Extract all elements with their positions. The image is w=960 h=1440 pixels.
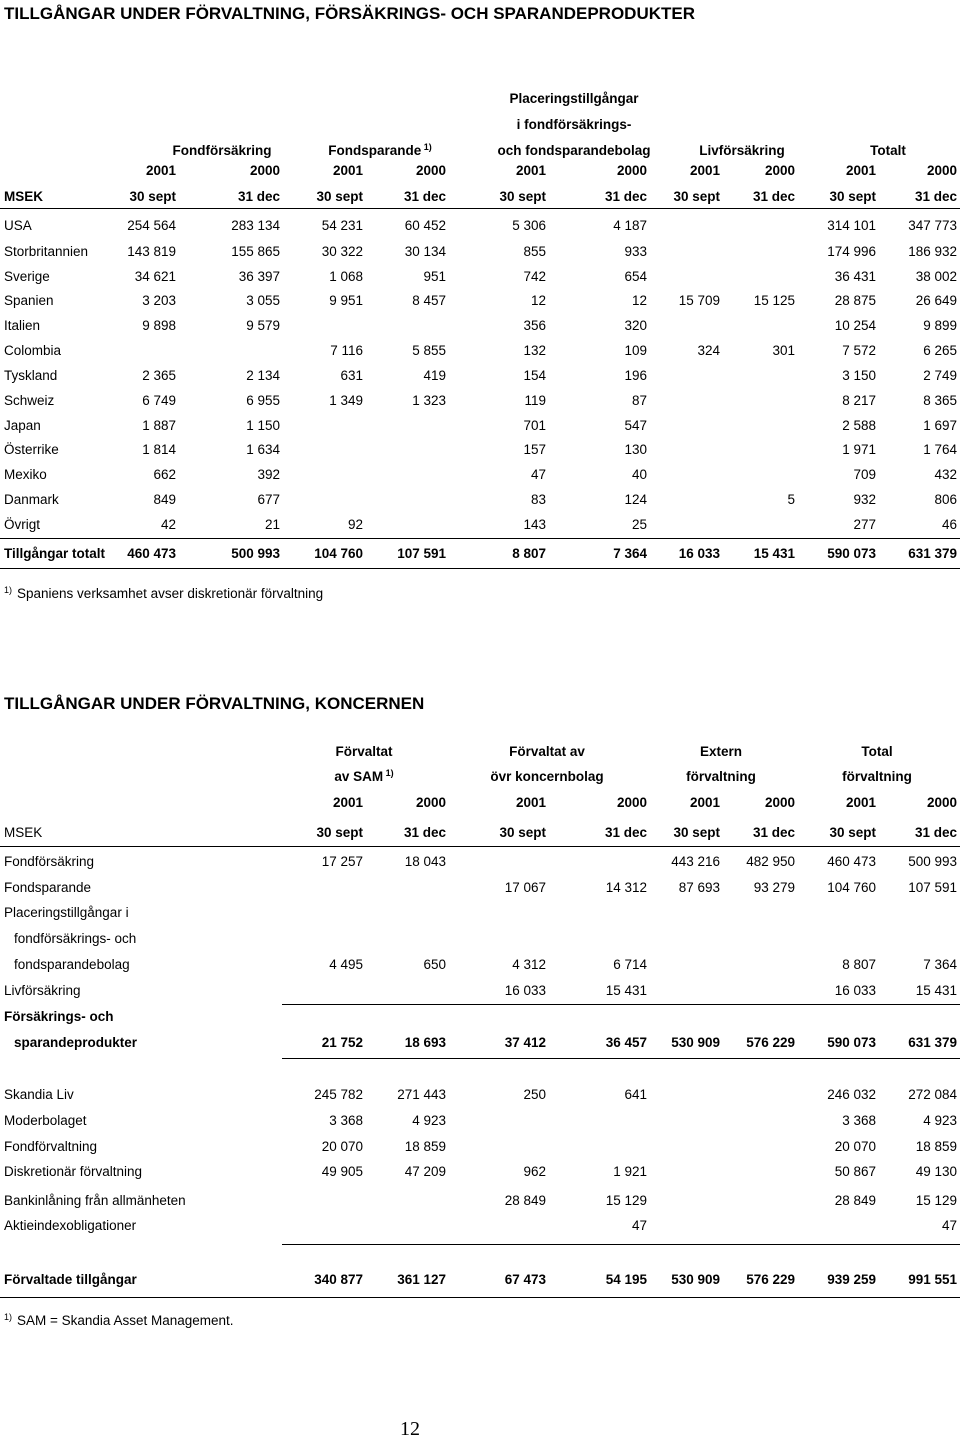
table1-row-label: Övrigt <box>4 517 41 532</box>
table2-cell: 15 431 <box>605 983 647 998</box>
table2-row-label: fondsparandebolag <box>14 957 130 972</box>
table1-year-header: 2000 <box>415 163 446 178</box>
table2-date-header: 31 dec <box>403 825 446 840</box>
table2-subtotal-cell: 37 412 <box>504 1035 546 1050</box>
table2-year-header: 2000 <box>926 795 957 810</box>
table2-cell: 641 <box>624 1087 647 1102</box>
table2-cell: 18 043 <box>404 854 446 869</box>
table2-row-label: Aktieindexobligationer <box>4 1218 137 1233</box>
table1-group-header: Fondsparande $^{1)}$ <box>328 142 432 158</box>
table1-date-header: 31 dec <box>914 189 957 204</box>
table1-year-header: 2000 <box>764 163 795 178</box>
table1-total-label: Tillgångar totalt <box>4 546 106 561</box>
table1-cell: 12 <box>530 293 546 308</box>
table2-group-header: förvaltning <box>686 769 756 784</box>
table1-cell: 9 898 <box>142 318 176 333</box>
table1-cell: 30 322 <box>321 244 363 259</box>
table2-group-header: Förvaltat <box>335 744 393 759</box>
table2-subtotal-cell: 21 752 <box>321 1035 363 1050</box>
table1-row-label: Storbritannien <box>4 244 89 259</box>
table1-cell: 2 588 <box>842 418 876 433</box>
table1-date-header: 30 sept <box>673 189 720 204</box>
table2-cell: 49 905 <box>321 1164 363 1179</box>
table2-cell: 16 033 <box>504 983 546 998</box>
table1-cell: 196 <box>624 368 647 383</box>
table1-cell: 5 855 <box>412 343 446 358</box>
table2-cell: 460 473 <box>827 854 876 869</box>
table2-total-cell: 576 229 <box>746 1272 795 1287</box>
table1-cell: 677 <box>257 492 280 507</box>
table1-cell: 742 <box>523 269 546 284</box>
table1-cell: 28 875 <box>834 293 876 308</box>
footnote-text: Spaniens verksamhet avser diskretionär förvaltning <box>17 586 324 601</box>
table1-cell: 701 <box>523 418 546 433</box>
table2-cell: 962 <box>523 1164 546 1179</box>
table1-date-header: 31 dec <box>403 189 446 204</box>
table2-cell: 47 209 <box>404 1164 446 1179</box>
table1-cell: 9 899 <box>923 318 957 333</box>
table2-cell: 20 070 <box>321 1139 363 1154</box>
table2-cell: 49 130 <box>915 1164 957 1179</box>
table1-year-header: 2001 <box>515 163 546 178</box>
table1-cell: 155 865 <box>231 244 280 259</box>
table2-cell: 17 257 <box>321 854 363 869</box>
table1-cell: 301 <box>772 343 795 358</box>
table1-cell: 26 649 <box>915 293 957 308</box>
table1-cell: 1 150 <box>246 418 280 433</box>
table2-group-header: förvaltning <box>842 769 912 784</box>
table1-row-label: Japan <box>4 418 41 433</box>
table1-cell: 1 764 <box>923 442 957 457</box>
table1-row-label: Danmark <box>4 492 59 507</box>
table1-cell: 933 <box>624 244 647 259</box>
table2-row-label: Fondförvaltning <box>4 1139 98 1154</box>
table2-year-header: 2000 <box>764 795 795 810</box>
table2-subtotal-rule <box>282 1004 960 1005</box>
table1-cell: 21 <box>264 517 280 532</box>
table1-cell: 154 <box>523 368 546 383</box>
table1-cell: 951 <box>423 269 446 284</box>
table1-cell: 174 996 <box>827 244 876 259</box>
table1-cell: 109 <box>624 343 647 358</box>
table2-cell: 8 807 <box>842 957 876 972</box>
table2-cell: 28 849 <box>504 1193 546 1208</box>
table2-cell: 104 760 <box>827 880 876 895</box>
table2-subtotal-cell: 530 909 <box>671 1035 720 1050</box>
table1-cell: 709 <box>853 467 876 482</box>
table1-cell: 5 306 <box>512 218 546 233</box>
table2-bottom-rule <box>0 1297 960 1298</box>
table1-cell: 277 <box>853 517 876 532</box>
table1-cell: 4 187 <box>613 218 647 233</box>
table1-cell: 806 <box>934 492 957 507</box>
table1-cell: 1 697 <box>923 418 957 433</box>
table1-cell: 547 <box>624 418 647 433</box>
table1-cell: 124 <box>624 492 647 507</box>
table2-cell: 650 <box>423 957 446 972</box>
table1-total-cell: 631 379 <box>908 546 957 561</box>
table2-row-label: Bankinlåning från allmänheten <box>4 1193 186 1208</box>
footnote-marker: 1) <box>4 585 13 595</box>
table2-row-label: Moderbolaget <box>4 1113 87 1128</box>
table1-total-rule <box>0 538 960 539</box>
table1-row-label: Sverige <box>4 269 50 284</box>
table2-date-header: 30 sept <box>316 825 363 840</box>
table1-cell: 30 134 <box>404 244 446 259</box>
table2-cell: 87 693 <box>678 880 720 895</box>
table1-cell: 119 <box>524 393 546 408</box>
table1-cell: 36 397 <box>238 269 280 284</box>
table1-cell: 5 <box>787 492 795 507</box>
table2-cell: 6 714 <box>613 957 647 972</box>
table1-cell: 1 887 <box>142 418 176 433</box>
table1-date-header: 30 sept <box>499 189 546 204</box>
table1-year-header: 2001 <box>689 163 720 178</box>
table1-cell: 1 068 <box>329 269 363 284</box>
table2-cell: 47 <box>941 1218 957 1233</box>
table1-cell: 392 <box>257 467 280 482</box>
table2-cell: 50 867 <box>834 1164 876 1179</box>
table1-cell: 2 749 <box>923 368 957 383</box>
table1-cell: 2 365 <box>142 368 176 383</box>
table2-subtotal-cell: 631 379 <box>908 1035 957 1050</box>
table1-cell: 15 125 <box>753 293 795 308</box>
table2-cell: 245 782 <box>314 1087 363 1102</box>
table1-cell: 631 <box>340 368 363 383</box>
table2-total-cell: 54 195 <box>605 1272 647 1287</box>
table2-group-header: övr koncernbolag <box>490 769 604 784</box>
table1-cell: 1 634 <box>246 442 280 457</box>
table1-cell: 356 <box>523 318 546 333</box>
table1-date-header: 31 dec <box>752 189 795 204</box>
table1-row-label: Spanien <box>4 293 54 308</box>
table2-year-header: 2001 <box>515 795 546 810</box>
table2-cell: 93 279 <box>753 880 795 895</box>
table1-cell: 42 <box>160 517 176 532</box>
table2-cell: 14 312 <box>605 880 647 895</box>
table2-cell: 16 033 <box>834 983 876 998</box>
table2-total-cell: 67 473 <box>504 1272 546 1287</box>
table2-date-header: 31 dec <box>604 825 647 840</box>
table1-cell: 47 <box>530 467 546 482</box>
table2-cell: 4 312 <box>512 957 546 972</box>
table1-cell: 9 951 <box>329 293 363 308</box>
table2-row-label: Livförsäkring <box>4 983 81 998</box>
table1-cell: 6 749 <box>142 393 176 408</box>
table1-cell: 60 452 <box>404 218 446 233</box>
table2-row-label: fondförsäkrings- och <box>14 931 137 946</box>
table2-row-label: Skandia Liv <box>4 1087 74 1102</box>
table1-cell: 87 <box>631 393 647 408</box>
table1-cell: 143 <box>523 517 546 532</box>
table1-unit-label: MSEK <box>4 189 44 204</box>
table1-cell: 157 <box>523 442 546 457</box>
table1-total-cell: 104 760 <box>314 546 363 561</box>
table1-cell: 130 <box>624 442 647 457</box>
table2-cell: 7 364 <box>923 957 957 972</box>
table1-cell: 932 <box>853 492 876 507</box>
table1-cell: 8 457 <box>412 293 446 308</box>
table2-cell: 272 084 <box>908 1087 957 1102</box>
table1-date-header: 30 sept <box>316 189 363 204</box>
table1-group-header: och fondsparandebolag <box>497 143 651 158</box>
table1-cell: 40 <box>631 467 647 482</box>
table1-date-header: 30 sept <box>829 189 876 204</box>
table2-subtotal-cell: 590 073 <box>827 1035 876 1050</box>
table1-cell: 324 <box>697 343 720 358</box>
table2-cell: 20 070 <box>834 1139 876 1154</box>
table1-row-label: USA <box>4 218 32 233</box>
table1-cell: 36 431 <box>834 269 876 284</box>
table1-header-placering-line2: i fondförsäkrings- <box>516 117 632 132</box>
table1-cell: 3 203 <box>142 293 176 308</box>
table2-cell: 15 129 <box>605 1193 647 1208</box>
table2-group-header: Extern <box>699 744 743 759</box>
table2-group-header: av SAM $^{1)}$ <box>334 768 394 784</box>
table1-row-label: Italien <box>4 318 41 333</box>
table1-cell: 2 134 <box>246 368 280 383</box>
table1-row-label: Schweiz <box>4 393 55 408</box>
table2-subtotal-label: sparandeprodukter <box>14 1035 138 1050</box>
table2-cell: 271 443 <box>397 1087 446 1102</box>
table2-year-header: 2001 <box>332 795 363 810</box>
table1-cell: 8 365 <box>923 393 957 408</box>
table2-cell: 443 216 <box>671 854 720 869</box>
table1-year-header: 2001 <box>332 163 363 178</box>
page-number: 12 <box>400 1418 420 1440</box>
table2-total-cell: 939 259 <box>827 1272 876 1287</box>
table2-cell: 28 849 <box>834 1193 876 1208</box>
table1-cell: 849 <box>153 492 176 507</box>
table1-cell: 6 955 <box>246 393 280 408</box>
table2-date-header: 30 sept <box>499 825 546 840</box>
table1-cell: 132 <box>523 343 546 358</box>
table1-cell: 143 819 <box>127 244 176 259</box>
table2-subtotal-cell: 36 457 <box>605 1035 647 1050</box>
table2-footnote <box>4 1313 234 1329</box>
table2-cell: 4 495 <box>329 957 363 972</box>
table1-cell: 6 265 <box>923 343 957 358</box>
footnote-text: SAM = Skandia Asset Management. <box>17 1313 234 1328</box>
table1-row-label: Colombia <box>4 343 62 358</box>
table1-cell: 654 <box>624 269 647 284</box>
table2-row-label: Placeringstillgångar i <box>4 905 129 920</box>
table1-cell: 855 <box>523 244 546 259</box>
table1-year-header: 2000 <box>926 163 957 178</box>
table1-year-header: 2000 <box>616 163 647 178</box>
table2-year-header: 2000 <box>616 795 647 810</box>
table1-group-header: Totalt <box>870 143 906 158</box>
table1-cell: 320 <box>624 318 647 333</box>
table1-year-header: 2001 <box>145 163 176 178</box>
table2-cell: 47 <box>631 1218 647 1233</box>
table2-cell: 250 <box>523 1087 546 1102</box>
table2-cell: 500 993 <box>908 854 957 869</box>
table1-date-header: 31 dec <box>237 189 280 204</box>
table1-group-header: Fondförsäkring <box>172 143 272 158</box>
table1-cell: 7 116 <box>330 343 363 358</box>
table1-total-cell: 107 591 <box>397 546 446 561</box>
table1-cell: 432 <box>934 467 957 482</box>
table2-cell: 4 923 <box>412 1113 446 1128</box>
table1-row-label: Tyskland <box>4 368 58 383</box>
table1-total-cell: 460 473 <box>127 546 176 561</box>
table2-date-header: 30 sept <box>829 825 876 840</box>
table1-total-cell: 7 364 <box>613 546 647 561</box>
table1-row-label: Österrike <box>4 442 59 457</box>
table2-total-rule <box>282 1244 960 1245</box>
table1-row-label: Mexiko <box>4 467 47 482</box>
table2-date-header: 31 dec <box>914 825 957 840</box>
table2-cell: 482 950 <box>746 854 795 869</box>
table2-cell: 15 431 <box>915 983 957 998</box>
table1-cell: 10 254 <box>834 318 876 333</box>
table1-date-header: 31 dec <box>604 189 647 204</box>
table1-header-rule <box>0 208 960 209</box>
table2-group-header: Total <box>861 744 893 759</box>
table2-date-header: 30 sept <box>673 825 720 840</box>
table2-subtotal-label: Försäkrings- och <box>4 1009 114 1024</box>
table1-cell: 83 <box>530 492 546 507</box>
table1-cell: 347 773 <box>908 218 957 233</box>
table2-cell: 246 032 <box>827 1087 876 1102</box>
table1-year-header: 2001 <box>845 163 876 178</box>
table1-cell: 254 564 <box>127 218 176 233</box>
table2-cell: 4 923 <box>923 1113 957 1128</box>
table2-subtotal-bottom-rule <box>282 1058 960 1059</box>
table1-cell: 1 323 <box>412 393 446 408</box>
table1-title: TILLGÅNGAR UNDER FÖRVALTNING, FÖRSÄKRINGS- OCH SPARANDEPRODUKTER <box>4 4 696 23</box>
table2-row-label: Diskretionär förvaltning <box>4 1164 143 1179</box>
table1-cell: 283 134 <box>231 218 280 233</box>
table2-cell: 15 129 <box>915 1193 957 1208</box>
table2-subtotal-cell: 18 693 <box>404 1035 446 1050</box>
table1-cell: 1 349 <box>329 393 363 408</box>
table2-total-cell: 991 551 <box>908 1272 957 1287</box>
table2-total-cell: 340 877 <box>314 1272 363 1287</box>
table2-row-label: Fondförsäkring <box>4 854 95 869</box>
table2-year-header: 2001 <box>845 795 876 810</box>
table2-total-row-label: Förvaltade tillgångar <box>4 1272 137 1287</box>
table2-total-cell: 530 909 <box>671 1272 720 1287</box>
table2-date-header: 31 dec <box>752 825 795 840</box>
table1-cell: 25 <box>631 517 647 532</box>
table1-cell: 419 <box>423 368 446 383</box>
table2-header-rule <box>0 846 960 847</box>
table1-cell: 314 101 <box>827 218 876 233</box>
table1-cell: 1 971 <box>842 442 876 457</box>
table1-cell: 1 814 <box>142 442 176 457</box>
table2-unit-label: MSEK <box>4 825 43 840</box>
table2-cell: 1 921 <box>613 1164 647 1179</box>
table1-cell: 46 <box>941 517 957 532</box>
table1-cell: 3 150 <box>842 368 876 383</box>
table1-cell: 7 572 <box>842 343 876 358</box>
table2-group-header: Förvaltat av <box>509 744 585 759</box>
table1-cell: 9 579 <box>246 318 280 333</box>
table1-total-cell: 500 993 <box>231 546 280 561</box>
table1-date-header: 30 sept <box>129 189 176 204</box>
table1-bottom-rule <box>0 568 960 569</box>
table1-total-cell: 8 807 <box>512 546 546 561</box>
table2-cell: 107 591 <box>908 880 957 895</box>
table1-header-placering-line1: Placeringstillgångar <box>509 91 639 106</box>
table1-total-cell: 15 431 <box>753 546 795 561</box>
table1-footnote <box>4 586 323 602</box>
table1-cell: 38 002 <box>915 269 957 284</box>
footnote-marker: 1) <box>383 768 394 778</box>
table1-cell: 54 231 <box>321 218 363 233</box>
table1-cell: 186 932 <box>908 244 957 259</box>
table1-cell: 34 621 <box>134 269 176 284</box>
table1-cell: 3 055 <box>246 293 280 308</box>
table2-cell: 3 368 <box>842 1113 876 1128</box>
table1-cell: 15 709 <box>678 293 720 308</box>
table2-year-header: 2000 <box>415 795 446 810</box>
table2-cell: 18 859 <box>404 1139 446 1154</box>
table1-cell: 92 <box>347 517 363 532</box>
table1-total-cell: 590 073 <box>827 546 876 561</box>
table2-total-cell: 361 127 <box>397 1272 446 1287</box>
table1-cell: 12 <box>631 293 647 308</box>
table1-group-header: Livförsäkring <box>699 143 785 158</box>
table2-cell: 17 067 <box>504 880 546 895</box>
table1-cell: 662 <box>153 467 176 482</box>
table2-year-header: 2001 <box>689 795 720 810</box>
table2-row-label: Fondsparande <box>4 880 92 895</box>
table1-cell: 8 217 <box>842 393 876 408</box>
table1-year-header: 2000 <box>249 163 280 178</box>
table2-cell: 3 368 <box>329 1113 363 1128</box>
table2-subtotal-cell: 576 229 <box>746 1035 795 1050</box>
table2-title: TILLGÅNGAR UNDER FÖRVALTNING, KONCERNEN <box>4 694 425 713</box>
table2-cell: 18 859 <box>915 1139 957 1154</box>
footnote-marker: 1) <box>4 1312 13 1322</box>
table1-total-cell: 16 033 <box>678 546 720 561</box>
footnote-marker: 1) <box>421 142 432 152</box>
